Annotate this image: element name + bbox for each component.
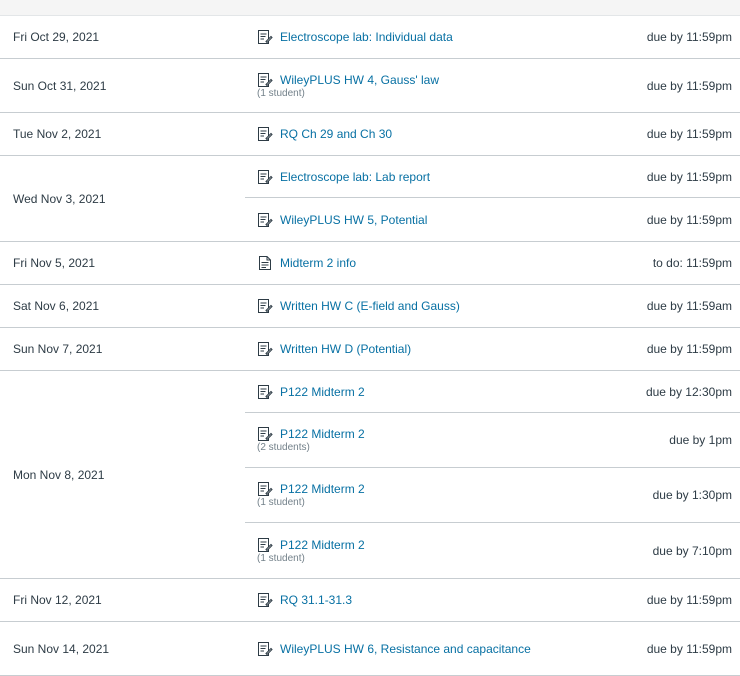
table-top-band <box>0 0 740 16</box>
row-events <box>245 328 740 370</box>
event-due-time: to do: 11:59pm <box>652 256 732 270</box>
event-title-link[interactable]: Electroscope lab: Lab report <box>280 169 431 184</box>
row-events <box>245 16 740 58</box>
syllabus-table <box>0 16 740 676</box>
event-info <box>257 298 460 314</box>
event-item <box>245 523 740 578</box>
row-date: Sat Nov 6, 2021 <box>13 299 100 313</box>
table-row <box>0 113 740 156</box>
event-info <box>257 592 352 608</box>
table-row <box>0 59 740 113</box>
assignment-icon <box>257 126 273 142</box>
table-row <box>0 371 740 579</box>
event-item <box>245 242 740 284</box>
event-info <box>257 341 411 357</box>
event-item <box>245 579 740 621</box>
row-date: Fri Nov 12, 2021 <box>13 593 102 607</box>
event-info <box>257 255 356 271</box>
event-due-time: due by 11:59pm <box>646 127 732 141</box>
row-date: Fri Oct 29, 2021 <box>13 30 100 44</box>
event-due-time: due by 11:59pm <box>646 169 732 184</box>
assignment-icon <box>257 29 273 45</box>
assignment-icon <box>257 384 273 400</box>
row-date: Sun Nov 14, 2021 <box>13 641 110 656</box>
event-title-line <box>257 298 460 314</box>
table-row <box>0 328 740 371</box>
event-due-time: due by 1:30pm <box>652 488 732 502</box>
event-title-line <box>257 126 392 142</box>
event-student-count: (1 student) <box>257 552 305 564</box>
event-title-link[interactable]: Electroscope lab: Individual data <box>280 30 453 44</box>
assignment-icon <box>257 537 273 553</box>
assignment-icon <box>257 298 273 314</box>
event-info <box>257 537 365 565</box>
page-icon <box>257 255 273 271</box>
event-title-link[interactable]: RQ 31.1-31.3 <box>280 593 353 607</box>
event-info <box>257 126 392 142</box>
assignment-icon <box>257 72 273 88</box>
row-events <box>245 622 740 675</box>
assignment-icon <box>257 481 273 497</box>
event-item <box>245 328 740 370</box>
assignment-icon <box>257 169 273 185</box>
event-info <box>257 384 365 400</box>
event-due-time: due by 11:59pm <box>646 342 732 356</box>
row-events <box>245 59 740 112</box>
table-row <box>0 622 740 676</box>
event-student-count: (2 students) <box>257 442 310 453</box>
event-title-line <box>257 426 365 442</box>
event-title-line <box>257 384 365 400</box>
event-title-line <box>257 537 365 553</box>
row-events <box>245 156 740 241</box>
event-item <box>245 16 740 58</box>
event-item <box>245 59 740 112</box>
table-row <box>0 242 740 285</box>
event-due-time: due by 12:30pm <box>645 384 732 399</box>
row-date: Tue Nov 2, 2021 <box>13 127 102 141</box>
assignment-icon <box>257 212 273 228</box>
row-date: Sun Oct 31, 2021 <box>13 78 107 93</box>
event-title-link[interactable]: P122 Midterm 2 <box>280 427 365 441</box>
row-events <box>245 371 740 578</box>
event-title-line <box>257 641 531 657</box>
event-student-count: (1 student) <box>257 497 305 508</box>
table-row <box>0 16 740 59</box>
event-title-link[interactable]: P122 Midterm 2 <box>280 384 365 399</box>
row-events <box>245 113 740 155</box>
table-row <box>0 156 740 242</box>
event-info <box>257 426 365 454</box>
event-title-line <box>257 169 430 185</box>
event-title-line <box>257 212 427 228</box>
event-due-time: due by 11:59pm <box>646 30 732 44</box>
event-title-line <box>257 255 356 271</box>
event-title-link[interactable]: Written HW C (E-field and Gauss) <box>280 299 460 313</box>
event-due-time: due by 11:59pm <box>646 212 732 227</box>
event-item <box>245 413 740 468</box>
event-item <box>245 285 740 327</box>
event-title-link[interactable]: WileyPLUS HW 4, Gauss' law <box>280 72 439 87</box>
event-info <box>257 72 439 100</box>
event-title-link[interactable]: RQ Ch 29 and Ch 30 <box>280 127 393 141</box>
event-title-line <box>257 592 352 608</box>
event-title-link[interactable]: P122 Midterm 2 <box>280 482 365 496</box>
event-title-link[interactable]: WileyPLUS HW 6, Resistance and capacitance <box>280 641 531 656</box>
event-title-line <box>257 481 365 497</box>
event-title-link[interactable]: Written HW D (Potential) <box>280 342 412 356</box>
table-row <box>0 285 740 328</box>
assignment-icon <box>257 641 273 657</box>
event-title-line <box>257 341 411 357</box>
event-title-line <box>257 29 453 45</box>
event-student-count: (1 student) <box>257 87 305 99</box>
assignment-icon <box>257 341 273 357</box>
event-item <box>245 113 740 155</box>
event-due-time: due by 11:59pm <box>646 593 732 607</box>
event-item <box>245 371 740 413</box>
row-date: Wed Nov 3, 2021 <box>13 191 106 206</box>
row-events <box>245 579 740 621</box>
assignment-icon <box>257 426 273 442</box>
event-title-link[interactable]: P122 Midterm 2 <box>280 537 365 552</box>
event-item <box>245 468 740 523</box>
event-due-time: due by 11:59pm <box>646 641 732 656</box>
row-date: Mon Nov 8, 2021 <box>13 467 105 482</box>
event-item <box>245 198 740 241</box>
row-date: Sun Nov 7, 2021 <box>13 342 103 356</box>
event-info <box>257 481 365 509</box>
event-title-line <box>257 72 439 88</box>
event-info <box>257 29 453 45</box>
event-item <box>245 622 740 675</box>
event-due-time: due by 11:59am <box>646 299 732 313</box>
row-events <box>245 285 740 327</box>
event-title-link[interactable]: Midterm 2 info <box>280 256 357 270</box>
event-info <box>257 169 430 185</box>
event-info <box>257 212 427 228</box>
row-events <box>245 242 740 284</box>
event-due-time: due by 11:59pm <box>646 78 732 93</box>
event-item <box>245 156 740 198</box>
event-info <box>257 641 531 657</box>
row-date: Fri Nov 5, 2021 <box>13 256 96 270</box>
event-due-time: due by 7:10pm <box>652 543 732 558</box>
assignment-icon <box>257 592 273 608</box>
table-row <box>0 579 740 622</box>
event-due-time: due by 1pm <box>669 433 732 447</box>
event-title-link[interactable]: WileyPLUS HW 5, Potential <box>280 212 428 227</box>
